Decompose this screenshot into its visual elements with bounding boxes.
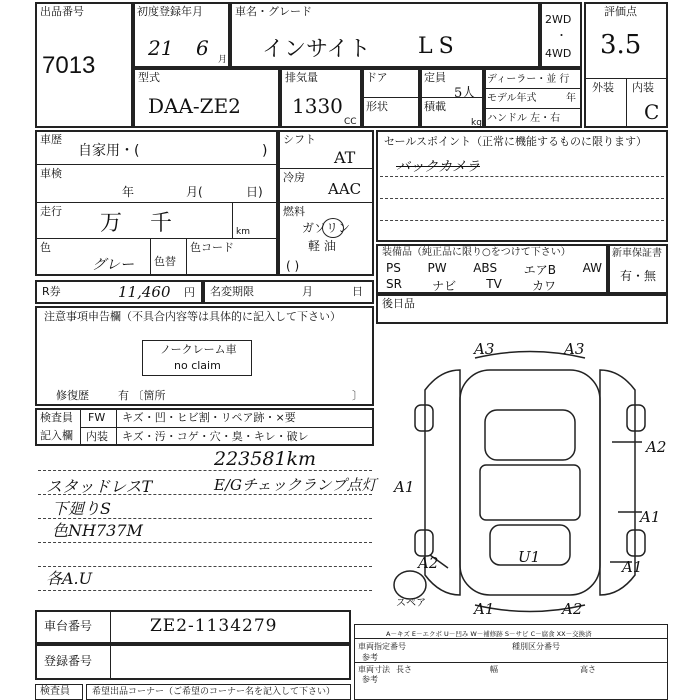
mileage-divider xyxy=(35,238,278,239)
equipment-item-r2-0: SR xyxy=(386,277,402,291)
color-code-note: 色NH737M xyxy=(52,521,143,540)
history-divider xyxy=(35,164,278,165)
spare-label: スペア xyxy=(396,598,426,609)
int-items: キズ・汚・コゲ・穴・臭・キレ・破レ xyxy=(122,430,309,443)
ac-label: 冷房 xyxy=(283,171,305,184)
model-value: DAA-ZE2 xyxy=(148,94,241,118)
noclaim-jp: ノークレーム車 xyxy=(160,343,237,356)
wheel-front-left xyxy=(415,405,433,431)
color-split xyxy=(150,238,151,276)
repair-close: 〕 xyxy=(352,389,363,402)
inspection-year: 年 xyxy=(122,185,135,199)
ref-label: 参考 xyxy=(362,653,378,662)
recycle-label: R券 xyxy=(42,285,61,298)
inspection-divider xyxy=(35,202,278,203)
check-engine-note: E/Gチェックランプ点灯 xyxy=(214,476,377,494)
door-label: ドア xyxy=(366,71,388,84)
name-change-label: 名変期限 xyxy=(210,285,254,298)
mileage-reading: 223581km xyxy=(214,448,317,470)
car-roof xyxy=(480,465,580,520)
color-value: グレー xyxy=(92,257,134,273)
shift-value: AT xyxy=(334,148,356,167)
capacity-label: 定員 xyxy=(424,71,446,84)
drive-dot: ・ xyxy=(556,29,567,42)
height-label: 高さ xyxy=(580,665,596,674)
equipment-row-1 xyxy=(386,261,602,278)
under-note: 下廻りS xyxy=(52,499,111,518)
vehicle-designation: 車両指定番号 xyxy=(358,642,406,651)
sales-point-struck: バックカメラ xyxy=(396,159,480,175)
sales-line-1 xyxy=(380,176,664,177)
inspector-divider xyxy=(80,427,374,428)
shift-divider xyxy=(278,168,374,169)
ac-divider xyxy=(278,202,374,203)
history-label: 車歴 xyxy=(40,133,62,146)
color-label: 色 xyxy=(40,241,51,254)
reg-split xyxy=(110,644,111,680)
lot-number: 7013 xyxy=(42,52,96,79)
sales-line-2 xyxy=(380,198,664,199)
recycle-value: 11,460 xyxy=(118,283,171,301)
caution-label: 注意事項申告欄（不具合内容等は具体的に記入して下さい） xyxy=(44,310,341,323)
equipment-row-2 xyxy=(386,277,556,294)
2wd-label: 2WD xyxy=(545,13,572,26)
note-line-3 xyxy=(38,518,372,519)
int-label: 内装 xyxy=(86,430,108,443)
inspection-label: 車検 xyxy=(40,167,62,180)
capacity-divider xyxy=(420,97,484,98)
interior-label: 内装 xyxy=(632,81,654,94)
mileage-man: 万 xyxy=(100,211,123,236)
displacement-label: 排気量 xyxy=(285,71,318,84)
warranty-label: 新車保証書 xyxy=(612,248,662,259)
color-code-split xyxy=(186,238,187,276)
note-line-6 xyxy=(38,590,372,591)
fuel-diesel: 軽 油 xyxy=(308,239,336,253)
damage-label-8: A2 xyxy=(562,600,583,618)
chassis-label: 車台番号 xyxy=(44,619,93,633)
wheel-front-right xyxy=(627,405,645,431)
equipment-item-r2-2: TV xyxy=(486,277,502,291)
history-close: ) xyxy=(262,143,268,159)
name-change-day: 日 xyxy=(352,285,363,298)
damage-label-6: A1 xyxy=(622,558,643,576)
dim-label: 車両寸法 xyxy=(358,665,390,674)
rating-score: 3.5 xyxy=(600,30,642,60)
post-items-label: 後日品 xyxy=(382,297,415,310)
history-value: 自家用・( xyxy=(78,143,140,159)
studless-note: スタッドレスT xyxy=(46,477,153,496)
chassis-split xyxy=(110,610,111,644)
dealer-label: ディーラー・並 行 xyxy=(487,74,570,85)
fuel-paren: ( ) xyxy=(286,259,300,273)
dealer-divider xyxy=(484,88,582,89)
repair-value: 有 〔箇所 xyxy=(118,389,166,402)
inspection-day: 日) xyxy=(246,185,263,199)
note-line-1 xyxy=(38,470,372,471)
fw-items: キズ・凹・ヒビ割・リペア跡・×要 xyxy=(122,411,296,424)
model-label: 型式 xyxy=(138,71,160,84)
reg-number-label: 登録番号 xyxy=(44,654,93,668)
first-registration-label: 初度登録年月 xyxy=(137,5,203,18)
corner-label: 希望出品コーナー（ご希望のコーナー名を記入して下さい） xyxy=(92,687,336,697)
car-name-label: 車名・グレード xyxy=(235,5,312,18)
sales-line-3 xyxy=(380,220,664,221)
fuel-label: 燃料 xyxy=(283,205,305,218)
interior-score: C xyxy=(644,100,660,124)
wheel-rear-left xyxy=(415,530,433,556)
km-unit: km xyxy=(236,227,250,237)
ac-value: AAC xyxy=(328,180,362,198)
name-change-month: 月 xyxy=(302,285,313,298)
damage-label-2: A2 xyxy=(646,438,667,456)
damage-label-7: A1 xyxy=(474,600,495,618)
equipment-item-r1-3: エアB xyxy=(523,263,556,277)
equipment-item-r1-2: ABS xyxy=(473,261,498,275)
post-items-box xyxy=(376,294,668,324)
note-line-5 xyxy=(38,566,372,567)
shift-box xyxy=(278,130,374,276)
load-label: 積載 xyxy=(424,100,446,113)
damage-label-0: A3 xyxy=(474,340,495,358)
color-change-label: 色替 xyxy=(154,255,176,268)
fuel-circle xyxy=(322,218,344,238)
sales-point-label: セールスポイント（正常に機能するものに限ります） xyxy=(384,135,648,148)
equipment-item-r1-4: AW xyxy=(582,261,602,275)
length-label: 長さ xyxy=(396,665,412,674)
repair-label: 修復歴 xyxy=(56,389,89,402)
fuel-gasoline: ガソリン xyxy=(302,221,351,235)
equipment-item-r2-3: カワ xyxy=(531,279,556,293)
inspector-split-2 xyxy=(116,408,117,446)
legend-codes: A－キズ E－エクボ U－凹み W－補修跡 S－サビ C－腐食 XX－交換済 xyxy=(386,630,592,638)
damage-label-4: A1 xyxy=(640,508,661,526)
lot-number-label: 出品番号 xyxy=(40,5,84,18)
entry-label: 記入欄 xyxy=(40,429,73,442)
damage-label-3: A1 xyxy=(394,478,415,496)
capacity-value: 5人 xyxy=(454,86,476,101)
note-line-4 xyxy=(38,542,372,543)
damage-label-5: A2 xyxy=(418,554,439,572)
damage-label-1: A3 xyxy=(564,340,585,358)
first-registration-month: 6 xyxy=(196,36,209,60)
month-unit: 月 xyxy=(218,55,228,65)
spare-tire xyxy=(394,571,426,599)
yen-unit: 円 xyxy=(184,286,195,299)
equipment-item-r1-1: PW xyxy=(427,261,447,275)
chassis-value: ZE2-1134279 xyxy=(150,616,278,636)
noclaim-en: no claim xyxy=(174,359,221,372)
equipment-item-r1-0: PS xyxy=(386,261,401,275)
damage-label-9: U1 xyxy=(518,548,541,566)
equipment-label: 装備品（純正品に限り○をつけて下さい） xyxy=(382,247,571,258)
mileage-sen: 千 xyxy=(150,211,173,236)
rating-label: 評価点 xyxy=(604,5,637,18)
legend-divider-2 xyxy=(354,662,668,663)
model-year-divider xyxy=(484,108,582,109)
each-note: 各A.U xyxy=(46,569,93,588)
ref-label-2: 参考 xyxy=(362,675,378,684)
door-divider xyxy=(362,97,420,98)
mileage-label: 走行 xyxy=(40,205,62,218)
wheel-rear-right xyxy=(627,530,645,556)
legend-divider-1 xyxy=(354,638,668,639)
warranty-value: 有・無 xyxy=(620,269,657,283)
kg-unit: kg xyxy=(471,118,482,128)
handle-label: ハンドル 左・右 xyxy=(487,113,561,124)
cc-unit: CC xyxy=(344,117,357,127)
inspector-label: 検査員 xyxy=(40,411,73,424)
shape-label: 形状 xyxy=(366,100,388,113)
mileage-split xyxy=(232,202,233,238)
4wd-label: 4WD xyxy=(545,47,572,60)
exterior-label: 外装 xyxy=(592,81,614,94)
note-line-2 xyxy=(38,494,372,495)
color-code-label: 色コード xyxy=(190,241,234,254)
fw-label: FW xyxy=(88,411,106,424)
bottom-inspector-label: 検査員 xyxy=(40,686,70,697)
rating-split xyxy=(626,78,627,128)
type-classification: 種別区分番号 xyxy=(512,642,560,651)
car-grade: LS xyxy=(418,34,460,59)
inspection-month: 月( xyxy=(186,185,203,199)
equipment-item-r2-1: ナビ xyxy=(432,279,457,293)
shift-label: シフト xyxy=(283,133,316,146)
car-damage-diagram xyxy=(380,330,680,620)
displacement-value: 1330 xyxy=(292,94,343,118)
year-unit: 年 xyxy=(566,93,576,104)
width-label: 幅 xyxy=(490,665,498,674)
car-windshield xyxy=(485,410,575,460)
first-registration-year: 21 xyxy=(148,36,174,60)
model-year-label: モデル年式 xyxy=(487,93,537,104)
car-name: インサイト xyxy=(262,37,371,62)
